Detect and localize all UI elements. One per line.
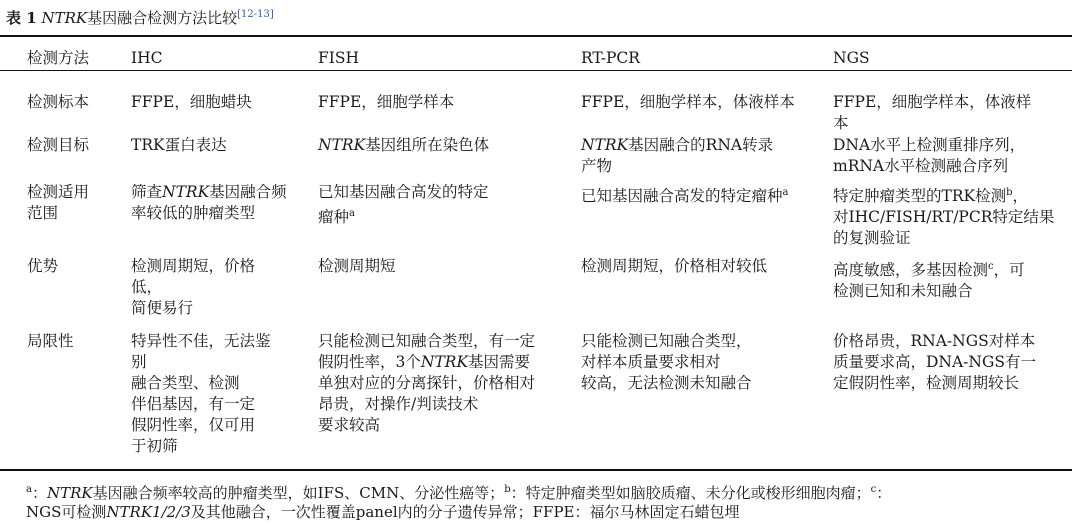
cell-target-col-method: 检测目标 [27,136,90,154]
cell-scope-col-method: 检测适用 范围 [27,183,90,222]
table-caption [6,6,274,27]
header-col-method: 检测方法 [27,49,90,67]
cell-target-col-fish: NTRK基因组所在染色体 [318,136,490,154]
cell-sample-col-ihc: FFPE，细胞蜡块 [131,93,252,111]
cell-limitation-col-rtpcr: 只能检测已知融合类型， 对样本质量要求相对 较高，无法检测未知融合 [581,332,752,392]
header-col-ihc: IHC [131,49,163,67]
cell-advantage-col-ngs: 高度敏感，多基因检测$^c$，可 检测已知和未知融合 [833,261,1025,300]
cell-limitation-col-ihc: 特异性不佳，无法鉴 别 融合类型、检测 伴侣基因，有一定 假阴性率，仅可用 于初筛 [131,332,271,455]
caption-title: 基因融合检测方法比较 [87,9,238,27]
cell-scope-col-ngs: 特定肿瘤类型的TRK检测$^b$， 对IHC/FISH/RT/PCR特定结果 的复测验证 [833,187,1055,247]
cell-scope-col-rtpcr: 已知基因融合高发的特定瘤种$^a$ [581,187,789,205]
header-col-fish: FISH [318,49,360,67]
cell-sample-col-ngs: FFPE，细胞学样本，体液样 本 [833,93,1032,132]
cell-target-col-ihc: TRK蛋白表达 [131,136,227,154]
cell-limitation-col-fish: 只能检测已知融合类型，有一定 假阴性率，3个NTRK基因需要 单独对应的分离探针，价格相对 昂贵，对操作/判读技术 要求较高 [318,332,536,434]
cell-target-col-rtpcr: NTRK基因融合的RNA转录 产物 [581,136,774,175]
caption-reference: [12-13] [237,9,274,20]
cell-sample-col-method: 检测标本 [27,93,90,111]
header-col-ngs: NGS [833,49,870,67]
cell-advantage-col-method: 优势 [27,257,59,275]
cell-limitation-col-method: 局限性 [27,332,74,350]
cell-sample-col-fish: FFPE，细胞学样本 [318,93,455,111]
top-rule [0,35,1072,37]
cell-limitation-col-ngs: 价格昂贵，RNA-NGS对样本 质量要求高，DNA-NGS有一 定假阴性率，检测周期较长 [833,332,1036,392]
table-label: 表 1 [6,9,37,27]
cell-advantage-col-fish: 检测周期短 [318,257,396,275]
header-col-rtpcr: RT-PCR [581,49,640,67]
caption-gene: NTRK [41,9,88,27]
cell-sample-col-rtpcr: FFPE，细胞学样本，体液样本 [581,93,795,111]
cell-scope-col-ihc: 筛查NTRK基因融合频 率较低的肿瘤类型 [131,183,287,222]
header-rule [0,70,1072,71]
bottom-rule [0,469,1072,471]
cell-advantage-col-rtpcr: 检测周期短，价格相对较低 [581,257,768,275]
footnote-line: $^a$：NTRK基因融合频率较高的肿瘤类型，如IFS、CMN、分泌性癌等；$^b$：特定肿瘤类型如脑胶质瘤、未分化或梭形细胞肉瘤；$^c$： [26,484,892,502]
cell-target-col-ngs: DNA水平上检测重排序列， mRNA水平检测融合序列 [833,136,1026,175]
cell-advantage-col-ihc: 检测周期短，价格 低， 简便易行 [131,257,256,317]
footnote-line: NGS可检测NTRK1/2/3及其他融合，一次性覆盖panel内的分子遗传异常；FFPE：福尔马林固定石蜡包埋 [26,503,740,521]
cell-scope-col-fish: 已知基因融合高发的特定 瘤种$^a$ [318,183,489,226]
